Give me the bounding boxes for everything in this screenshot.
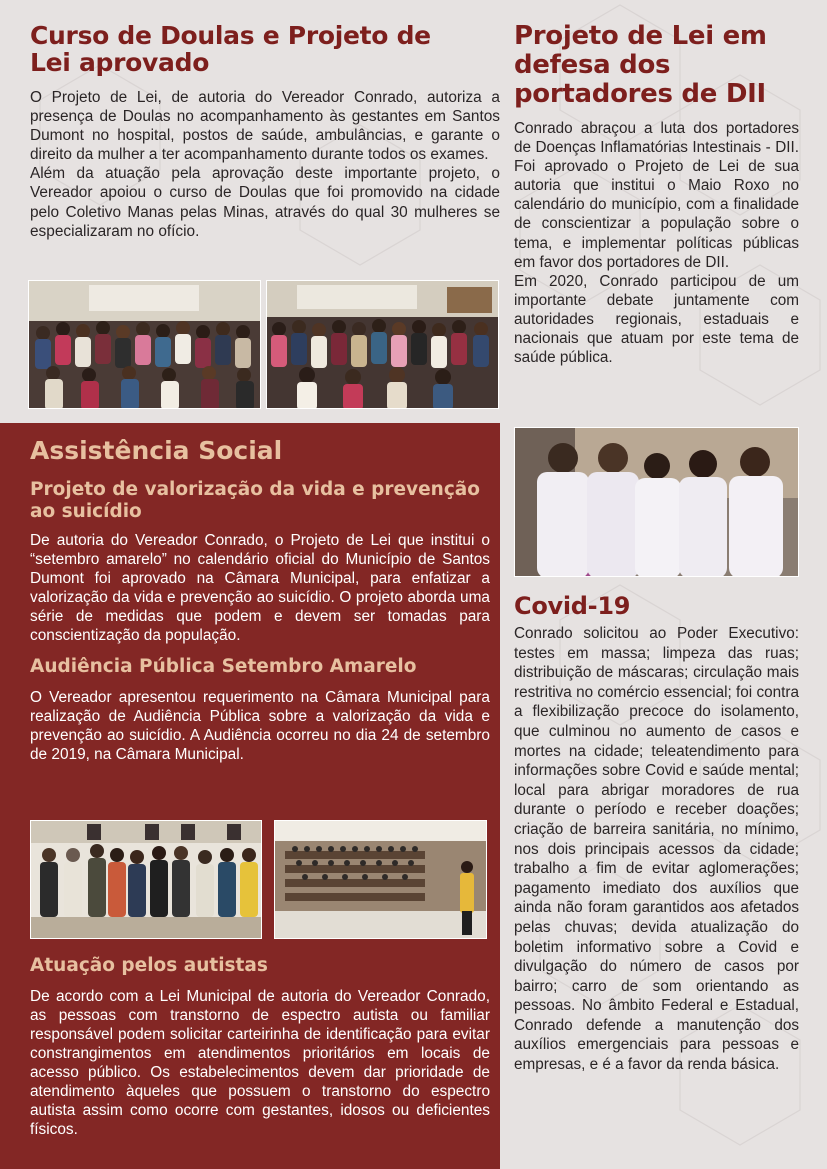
audiencia-auditorium-photo [274,820,487,939]
doulas-section [30,22,500,241]
social-title: Assistência Social [30,436,283,465]
autistas-section [30,955,490,1139]
audiencia-group-photo [30,820,262,939]
doulas-paragraph: O Projeto de Lei, de autoria do Vereador Conrado, autoriza a presença de Doulas no acompanhamento às gestantes em Santos Dumont no hospital, postos de saúde, ambulâncias, e garante o direito da mulher a ter acompanhamento durante todos os exames. Além da atuação pela aprovação deste importante projeto, o Vereador apoiou o curso de Doulas que foi promovido na cidade pelo Coletivo Manas pelas Minas, através do qual 30 mulheres se especializaram no ofício. [30,89,500,240]
dii-group-photo [514,427,799,577]
suicide-prevention-paragraph: De autoria do Vereador Conrado, o Projeto de Lei que institui o “setembro amarelo” no calendário oficial do Município de Santos Dumont foi aprovado na Câmara Municipal, para enfatizar a valorização da vida e prevenção ao suicídio. O projeto aborda uma série de medidas que podem e devem ser tomadas para conscientização da população. [30,532,490,645]
doulas-group-photo-1 [28,280,261,409]
autistas-title: Atuação pelos autistas [30,955,268,976]
covid-title: Covid-19 [514,592,631,620]
audiencia-title: Audiência Pública Setembro Amarelo [30,655,417,677]
doulas-title: Curso de Doulas e Projeto de Lei aprovado [30,21,431,77]
dii-paragraph: Conrado abraçou a luta dos portadores de Doenças Inflamatórias Intestinais - DII. Foi aprovado o Projeto de Lei de sua autoria que institui o Maio Roxo no calendário do município, com a finalidade de conscientizar a população sobre o tema, e implementar políticas públicas em favor dos portadores de DII. Em 2020, Conrado participou de um importante debate juntamente com autoridades regionais, estaduais e nacionais que atuam por este tema de saúde pública. [514,120,799,367]
covid-section [514,592,799,1075]
suicide-prevention-title: Projeto de valorização da vida e prevenção ao suicídio [30,479,480,522]
social-section [30,435,490,764]
audiencia-paragraph: O Vereador apresentou requerimento na Câmara Municipal para realização de Audiência Pública sobre a valorização da vida e prevenção ao suicídio. A Audiência ocorreu no dia 24 de setembro de 2019, na Câmara Municipal. [30,688,490,763]
dii-title: Projeto de Lei em defesa dos portadores de DII [514,21,767,109]
covid-paragraph: Conrado solicitou ao Poder Executivo: testes em massa; limpeza das ruas; distribuição de máscaras; circulação mais restritiva no comércio essencial; foi contra a flexibilização precoce do isolamento, que culminou no aumento de casos e mortes na cidade; teleatendimento para informações sobre Covid e saúde mental; local para abrigar moradores de rua durante o período e receber doações; criação de barreira sanitária, no mínimo, nos dois principais acessos da cidade; trabalho a fim de evitar aglomerações; pagamento imediato dos auxílios que ainda não foram garantidos aos afetados pelas chuvas; devida atualização do boletim informativo sobre a Covid e divulgação do número de casos por bairro; carro de som orientando as pessoas. No âmbito Federal e Estadual, Conrado defende a manutenção dos auxílios emergenciais para pessoas e empresas, e é a favor da renda básica. [514,625,799,1074]
autistas-paragraph: De acordo com a Lei Municipal de autoria do Vereador Conrado, as pessoas com transtorno de espectro autista ou familiar responsável podem solicitar carteirinha de identificação para evitar constrangimentos em atendimentos prioritários em locais de acesso público. Os estabelecimentos devem dar prioridade de atendimento àqueles que possuem o transtorno do espectro autista assim como ocorre com gestantes, idosos ou deficientes físicos. [30,988,490,1138]
dii-section [514,22,799,367]
doulas-group-photo-2 [266,280,499,409]
